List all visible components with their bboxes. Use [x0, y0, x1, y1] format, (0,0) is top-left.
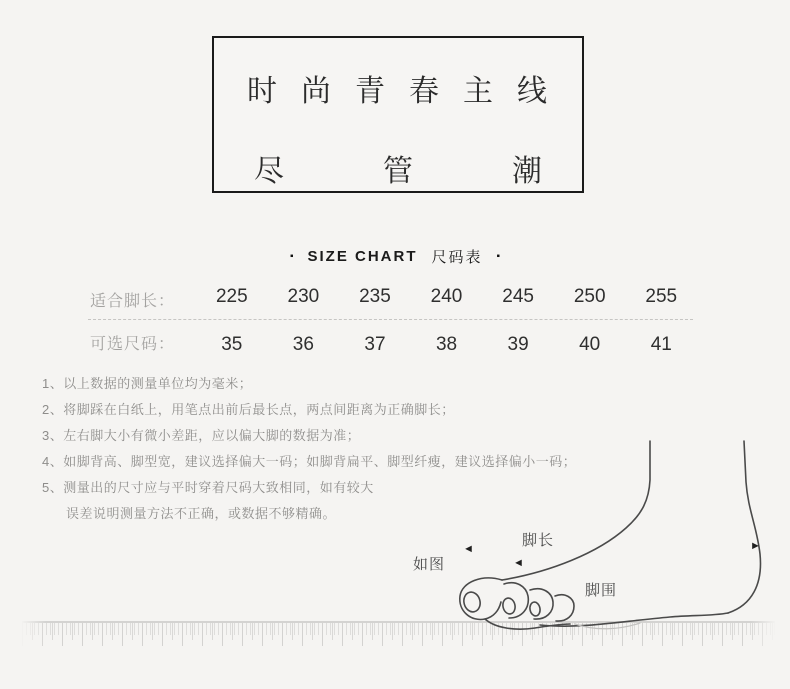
table-cell: 250	[573, 286, 606, 307]
table-cell: 37	[364, 334, 386, 355]
table-cell: 225	[215, 286, 248, 307]
note-item: 3、左右脚大小有微小差距，应以偏大脚的数据为准；	[42, 428, 361, 443]
arrow-right-icon: ►	[750, 540, 761, 552]
table-cell: 240	[430, 286, 463, 307]
square-bullet-icon: ▪	[289, 250, 294, 262]
table-row-sizes	[196, 334, 697, 356]
foot-girth-label: 脚围	[585, 582, 618, 599]
row-label-foot-length: 适合脚长：	[90, 293, 176, 310]
note-item: 4、如脚背高、脚型宽，建议选择偏大一码；如脚背扁平、脚型纤瘦，建议选择偏小一码；	[42, 454, 577, 469]
arrow-left-icon: ◄	[513, 557, 524, 569]
table-cell: 36	[292, 334, 314, 355]
table-cell: 40	[579, 334, 601, 355]
note-item: 5、测量出的尺寸应与平时穿着尺码大致相同，如有较大	[42, 480, 374, 495]
note-item: 2、将脚踩在白纸上，用笔点出前后最长点，两点间距离为正确脚长；	[42, 402, 455, 417]
foot-outline-drawing	[430, 432, 780, 637]
foot-length-label: 脚长	[522, 532, 555, 549]
banner-subtitle-char: 潮	[512, 155, 542, 188]
table-cell: 35	[221, 334, 243, 355]
table-cell: 39	[507, 334, 529, 355]
banner-subtitle-char: 尽	[254, 155, 284, 188]
as-shown-label: 如图	[413, 556, 446, 573]
banner-subtitle	[254, 146, 542, 190]
banner-box	[212, 36, 584, 193]
table-cell: 245	[502, 286, 534, 307]
note-item-continuation: 误差说明测量方法不正确，或数据不够精确。	[66, 506, 337, 521]
note-item: 1、以上数据的测量单位均为毫米；	[42, 376, 253, 391]
table-cell: 235	[359, 286, 391, 307]
banner-subtitle-char: 管	[383, 155, 413, 188]
size-chart-heading	[0, 246, 790, 267]
table-cell: 38	[435, 334, 458, 355]
ruler-fade	[20, 620, 46, 649]
arrow-left-icon: ◄	[463, 543, 474, 555]
banner-title: 时尚青春主线	[247, 75, 571, 108]
table-divider	[88, 319, 693, 320]
table-row-foot-length	[196, 286, 697, 308]
heading-english: SIZE CHART	[307, 248, 418, 265]
row-label-sizes: 可选尺码：	[90, 336, 176, 353]
heading-chinese: 尺码表	[431, 249, 483, 266]
table-cell: 41	[650, 334, 672, 355]
table-cell: 255	[645, 286, 678, 307]
square-bullet-icon: ▪	[496, 250, 501, 262]
table-cell: 230	[287, 286, 320, 307]
